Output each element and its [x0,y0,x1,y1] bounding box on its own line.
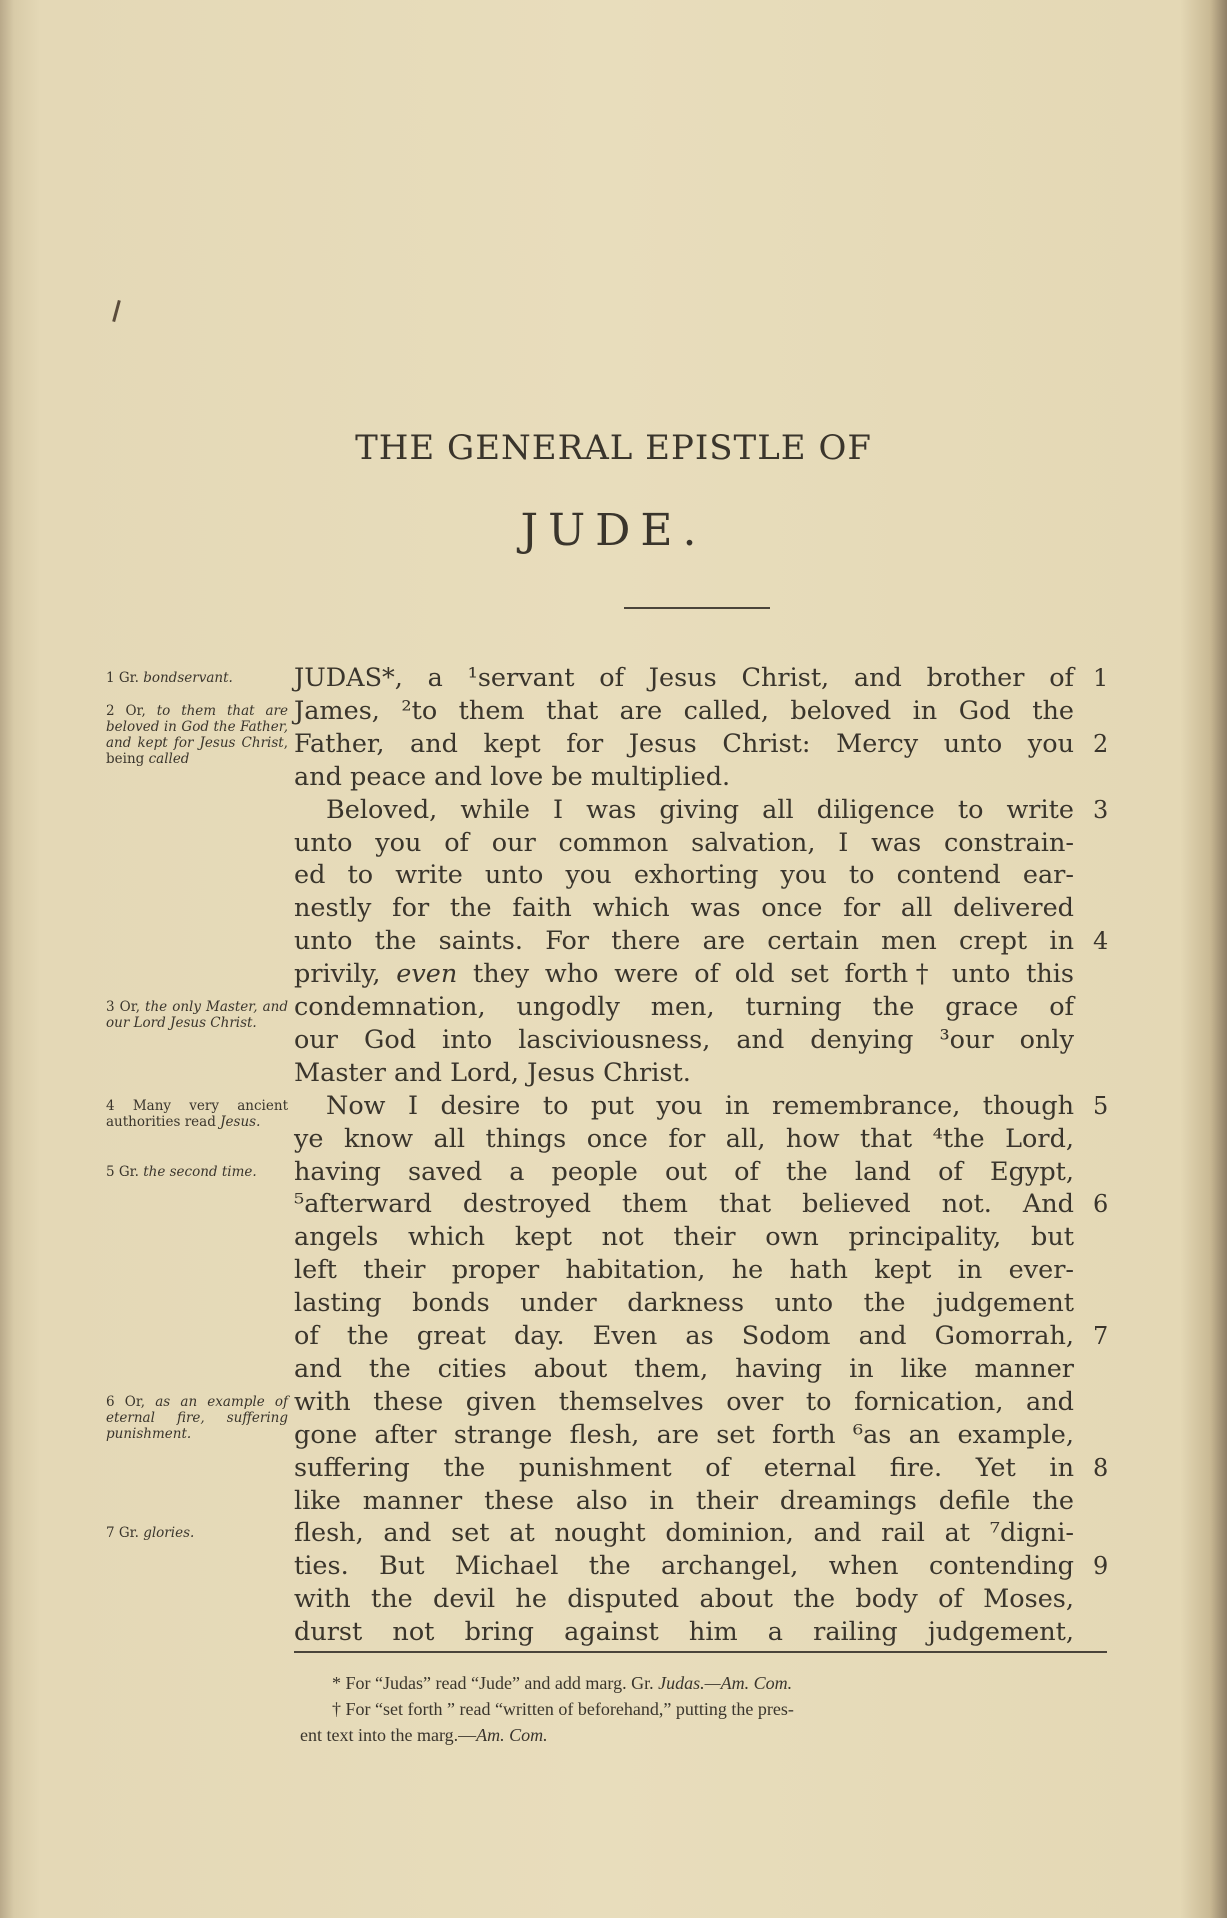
text-run: , being [106,734,288,767]
text-run: left their proper habitation, he hath kept in ever- [294,1255,1074,1286]
text-run: having saved a people out of the land of Egypt, [294,1156,1074,1187]
text-line [294,1287,1074,1320]
text-run: gone after strange flesh, are set forth ⁶as an example, [294,1419,1074,1450]
text-run: Father, and kept for Jesus Christ: Mercy unto you [294,728,1074,759]
italic-text: bondservant. [143,670,233,686]
text-line [294,1583,1074,1616]
footnote [300,1722,548,1748]
text-line [326,1090,1074,1123]
text-run: Beloved, while I was giving all diligence to write [326,794,1074,825]
text-run: privily, [294,959,397,990]
text-line [294,892,1074,925]
footnote-separator [294,1651,1107,1653]
text-run: 3 Or, [106,999,146,1015]
text-line [294,1419,1074,1452]
margin-note [106,1164,288,1180]
verse-number: 2 [1093,729,1109,758]
text-run: JUDAS*, a ¹servant of Jesus Christ, and brother of [294,663,1074,693]
verse-number: 6 [1093,1190,1109,1219]
text-line [294,1320,1074,1353]
text-line [294,991,1074,1024]
text-line [294,1452,1074,1485]
text-line [294,695,1074,728]
text-run: ties. But Michael the archangel, when contending [294,1551,1074,1582]
book-title: JUDE. [520,505,707,556]
margin-note [106,999,288,1031]
text-line [294,827,1074,860]
verse-number: 3 [1093,795,1109,824]
italic-text: the second time. [143,1163,257,1180]
footnote [332,1670,792,1696]
text-run: with the devil he disputed about the body of Moses, [294,1584,1074,1615]
text-run: lasting bonds under darkness unto the judgement [294,1288,1074,1319]
text-run: James, ²to them that are called, beloved in God the [294,695,1074,726]
verse-number: 4 [1093,927,1109,956]
text-line [294,1188,1074,1221]
verse-number: 1 [1093,664,1109,692]
text-run: Master and Lord, Jesus Christ. [294,1057,691,1088]
text-run: unto you of our common salvation, I was constrain- [294,827,1074,858]
text-line [294,859,1074,892]
text-run: durst not bring against him a railing judgement, [294,1617,1074,1648]
text-run: ⁵afterward destroyed them that believed not. And [294,1189,1074,1220]
italic-text: the only Master, and our Lord Jesus Christ. [106,999,288,1031]
text-run: and peace and love be multiplied. [294,761,731,792]
text-run: Now I desire to put you in remembrance, though [326,1090,1074,1121]
text-run: 6 Or, [106,1393,156,1410]
text-line [294,1057,1074,1090]
text-line [294,1616,1074,1649]
verse-number: 9 [1093,1552,1109,1581]
italic-text: called [148,750,190,767]
text-run: 4 Many very ancient authorities read [106,1097,288,1130]
verse-number: 8 [1093,1453,1109,1482]
text-run: ent text into the marg.— [300,1725,477,1745]
epistle-title: THE GENERAL EPISTLE OF [355,428,872,468]
margin-note [106,1525,288,1541]
text-run: ye know all things once for all, how that ⁴the Lord, [294,1123,1074,1154]
footnote [332,1696,794,1722]
text-line [294,728,1074,761]
italic-text: glories. [143,1525,195,1542]
text-line [294,1517,1074,1550]
text-run: our God into lasciviousness, and denying ³our only [294,1024,1074,1055]
title-rule [624,607,770,609]
text-run: nestly for the faith which was once for all delivered [294,893,1074,924]
margin-note [106,1394,288,1442]
verse-number: 7 [1093,1322,1109,1350]
text-line [294,925,1074,958]
text-line [294,1024,1074,1057]
italic-text: Am. Com. [476,1725,548,1745]
italic-text: as an example of eternal fire, suffering punishment. [106,1393,288,1442]
text-run: of the great day. Even as Sodom and Gomorrah, [294,1321,1074,1351]
text-run: 5 Gr. [106,1163,144,1180]
text-run: ed to write unto you exhorting you to contend ear- [294,860,1074,891]
text-line [294,1156,1074,1189]
text-run: 2 Or, [106,702,157,719]
text-run: unto the saints. For there are certain men crept in [294,926,1074,957]
margin-note [106,1098,288,1130]
text-run: flesh, and set at nought dominion, and rail at ⁷digni- [294,1518,1074,1549]
text-line [294,1353,1074,1386]
text-run: angels which kept not their own principality, but [294,1222,1074,1253]
text-line [294,1221,1074,1254]
text-run: * For “Judas” read “Jude” and add marg. Gr. [332,1673,659,1693]
margin-note [106,670,288,686]
margin-note [106,703,288,767]
italic-text: even [396,959,458,990]
text-run: and the cities about them, having in like manner [294,1353,1074,1384]
text-line [294,1550,1074,1583]
text-run: † For “set forth ” read “written of beforehand,” putting the pres- [332,1699,794,1719]
text-line [294,1485,1074,1518]
text-line [294,1386,1074,1419]
text-line [294,1254,1074,1287]
text-run: they who were of old set forth† unto this [457,959,1074,990]
text-line [326,794,1074,827]
verse-number: 5 [1093,1091,1109,1120]
text-run: suffering the punishment of eternal fire. Yet in [294,1452,1074,1483]
text-run: with these given themselves over to fornication, and [294,1386,1074,1417]
text-run: like manner these also in their dreamings defile the [294,1485,1074,1516]
text-line [294,958,1074,991]
pencil-mark [112,300,121,322]
italic-text: Jesus. [220,1113,261,1130]
text-line [294,1123,1074,1156]
italic-text: Judas.—Am. Com. [658,1673,793,1693]
text-run: condemnation, ungodly men, turning the grace of [294,992,1074,1022]
italic-text: to them that are beloved in God the Father, and kept for Jesus Christ [106,702,288,751]
text-run: 7 Gr. [106,1525,144,1542]
text-line [294,662,1074,695]
text-run: 1 Gr. [106,670,144,686]
text-line [294,761,1074,794]
